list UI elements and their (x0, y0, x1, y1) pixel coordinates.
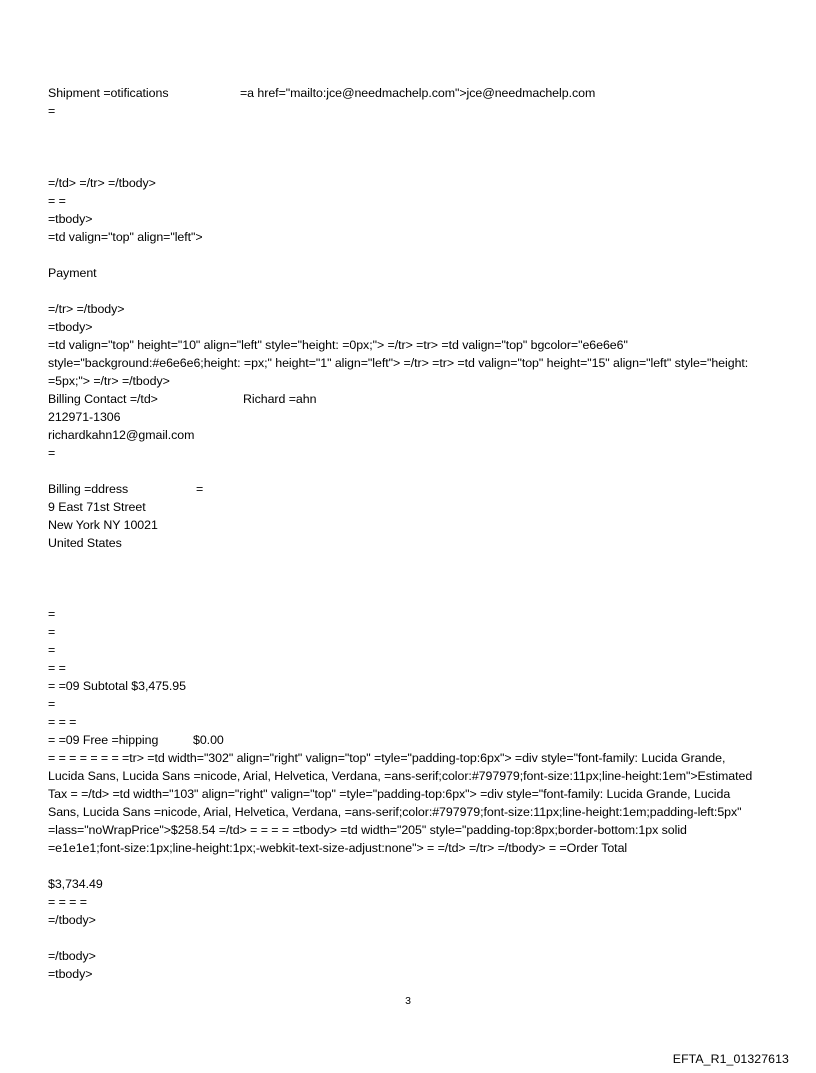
text-line: = = (48, 194, 66, 208)
address-city: New York NY 10021 (48, 518, 158, 532)
billing-email: richardkahn12@gmail.com (48, 428, 195, 442)
billing-address-label: Billing =ddress (48, 482, 129, 496)
text-line: =tbody> (48, 967, 93, 981)
shipping-value: $0.00 (193, 733, 224, 747)
text-line: = = = (48, 715, 77, 729)
order-total-value: $3,734.49 (48, 877, 103, 891)
text-line: = (48, 607, 56, 621)
text-line: =/td> =/tr> =/tbody> (48, 176, 156, 190)
text-line: = = = = (48, 895, 87, 909)
shipment-notifications-label: Shipment =otifications (48, 86, 169, 100)
text-line: =/tbody> (48, 949, 96, 963)
address-street: 9 East 71st Street (48, 500, 146, 514)
billing-contact-label: Billing Contact =/td> (48, 392, 158, 406)
text-line: = (48, 697, 56, 711)
text-line: =/tr> =/tbody> (48, 302, 125, 316)
text-line: =/tbody> (48, 913, 96, 927)
text-line: = (48, 104, 56, 118)
address-country: United States (48, 536, 122, 550)
billing-contact-line (48, 390, 317, 408)
shipment-email-link-text: =a href="mailto:jce@needmachelp.com">jce@needmachelp.com (240, 86, 596, 100)
shipping-line (48, 731, 224, 749)
text-line: =tbody> (48, 320, 93, 334)
text-line: =td valign="top" align="left"> (48, 230, 203, 244)
shipment-notifications-line (48, 84, 596, 102)
billing-contact-name: Richard =ahn (243, 392, 317, 406)
text-line: = (48, 643, 56, 657)
subtotal-line: = =09 Subtotal $3,475.95 (48, 679, 186, 693)
page-number: 3 (405, 995, 411, 1007)
billing-address-line (48, 480, 204, 498)
billing-address-eq: = (196, 482, 204, 496)
text-line: =tbody> (48, 212, 93, 226)
raw-markup-paragraph: =td valign="top" height="10" align="left" style="height: =0px;"> =/tr> =tr> =td valign="top" bgcolor="e6e6e6" style="background:#e6e6e6;height: =px;" height="1" align="left"> =/tr> =tr> =td valign="top" height="15" align="left" style="height: =5px;"> =/tr> =/tbody> (48, 338, 749, 388)
billing-phone: 212971-1306 (48, 410, 121, 424)
shipping-label: = =09 Free =hipping (48, 733, 159, 747)
text-line: = (48, 446, 56, 460)
raw-markup-paragraph: = = = = = = = =tr> =td width="302" align="right" valign="top" =tyle="padding-top:6px"> =div style="font-family: Lucida Grande, Lucida Sans, Lucida Sans =nicode, Arial, Helvetica, Verdana, =ans-serif;color:#797979;font-size:11px;line-height:1em">Estimated Tax = =/td> =td width="103" align="right" valign="top" =tyle="padding-top:6px"> =div style="font-family: Lucida Grande, Lucida Sans, Lucida Sans =nicode, Arial, Helvetica, Verdana, =ans-serif;color:#797979;font-size:11px;line-height:1em;padding-left:5px" =lass="noWrapPrice">$258.54 =/td> = = = = =tbody> =td width="205" style="padding-top:8px;border-bottom:1px solid =e1e1e1;font-size:1px;line-height:1px;-webkit-text-size-adjust:none"> = =/td> =/tr> =/tbody> = =Order Total (48, 751, 753, 855)
text-line: = (48, 625, 56, 639)
payment-heading: Payment (48, 266, 97, 280)
document-id-footer: EFTA_R1_01327613 (672, 1052, 789, 1066)
text-line: = = (48, 661, 66, 675)
